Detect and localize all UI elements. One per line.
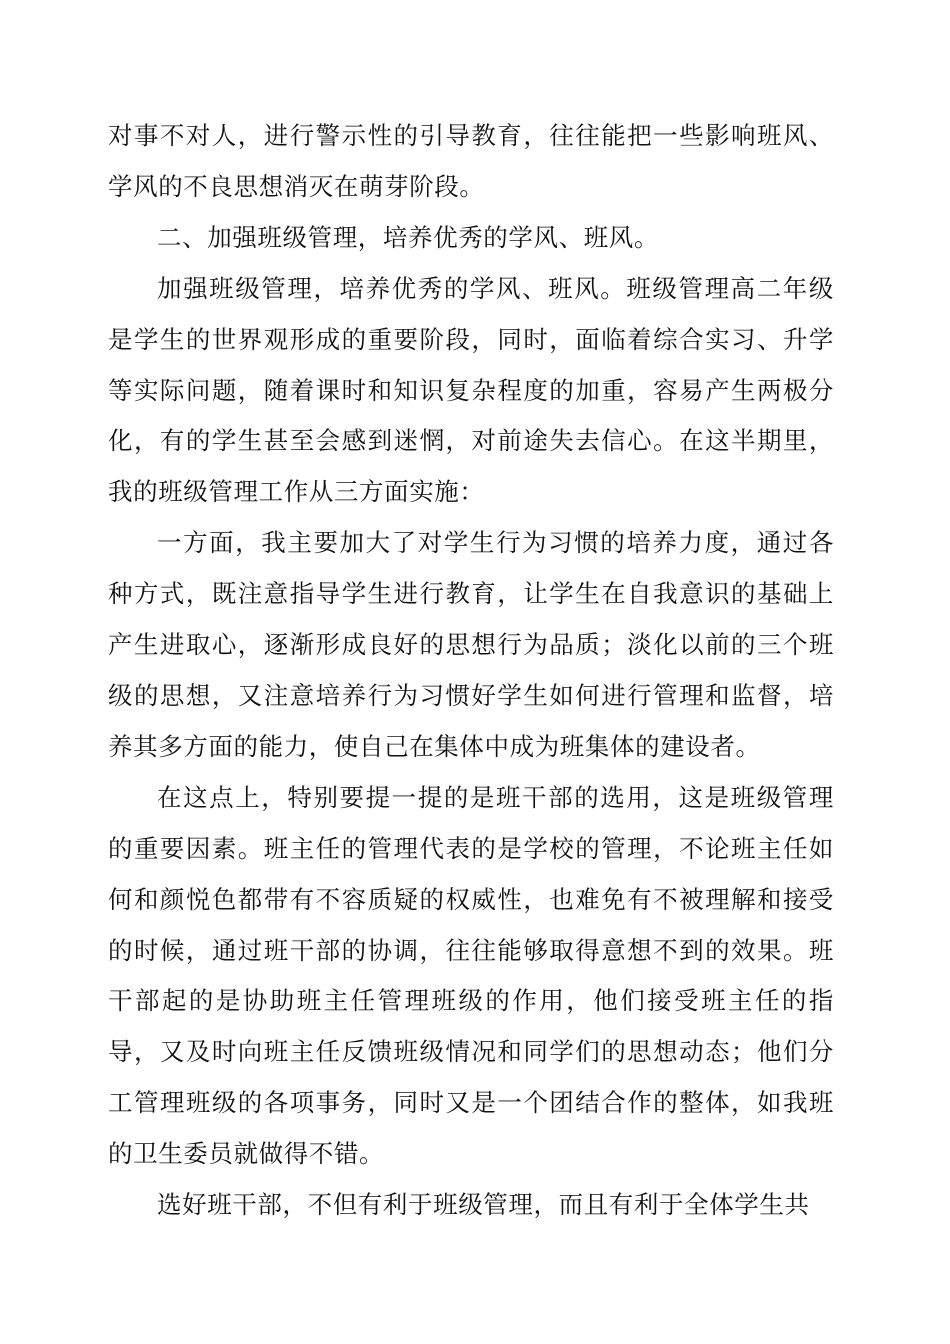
paragraph-class-management: 加强班级管理，培养优秀的学风、班风。班级管理高二年级是学生的世界观形成的重要阶段，同时，面临着综合实习、升学等实际问题，随着课时和知识复杂程度的加重，容易产生两极分化，有的学生甚至会感到迷惘，对前途失去信心。在这半期里，我的班级管理工作从三方面实施： — [108, 273, 834, 507]
section-heading: 二、加强班级管理，培养优秀的学风、班风。 — [157, 222, 659, 252]
paragraph-class-cadres: 在这点上，特别要提一提的是班干部的选用，这是班级管理的重要因素。班主任的管理代表的是学校的管理，不论班主任如何和颜悦色都带有不容质疑的权威性，也难免有不被理解和接受的时候，通过班干部的协调，往往能够取得意想不到的效果。班干部起的是协助班主任管理班级的作用，他们接受班主任的指导，又及时向班主任反馈班级情况和同学们的思想动态；他们分工管理班级的各项事务，同时又是一个团结合作的整体，如我班的卫生委员就做得不错。 — [108, 782, 834, 1169]
paragraph-choose-cadres: 选好班干部，不但有利于班级管理，而且有利于全体学生共 — [157, 1190, 810, 1220]
paragraph-continuation: 对事不对人，进行警示性的引导教育，往往能把一些影响班风、学风的不良思想消灭在萌芽阶段。 — [108, 121, 834, 201]
paragraph-behavior-habits: 一方面，我主要加大了对学生行为习惯的培养力度，通过各种方式，既注意指导学生进行教育，让学生在自我意识的基础上产生进取心，逐渐形成良好的思想行为品质；淡化以前的三个班级的思想，又注意培养行为习惯好学生如何进行管理和监督，培养其多方面的能力，使自己在集体中成为班集体的建设者。 — [108, 528, 834, 761]
document-page — [108, 111, 834, 1231]
